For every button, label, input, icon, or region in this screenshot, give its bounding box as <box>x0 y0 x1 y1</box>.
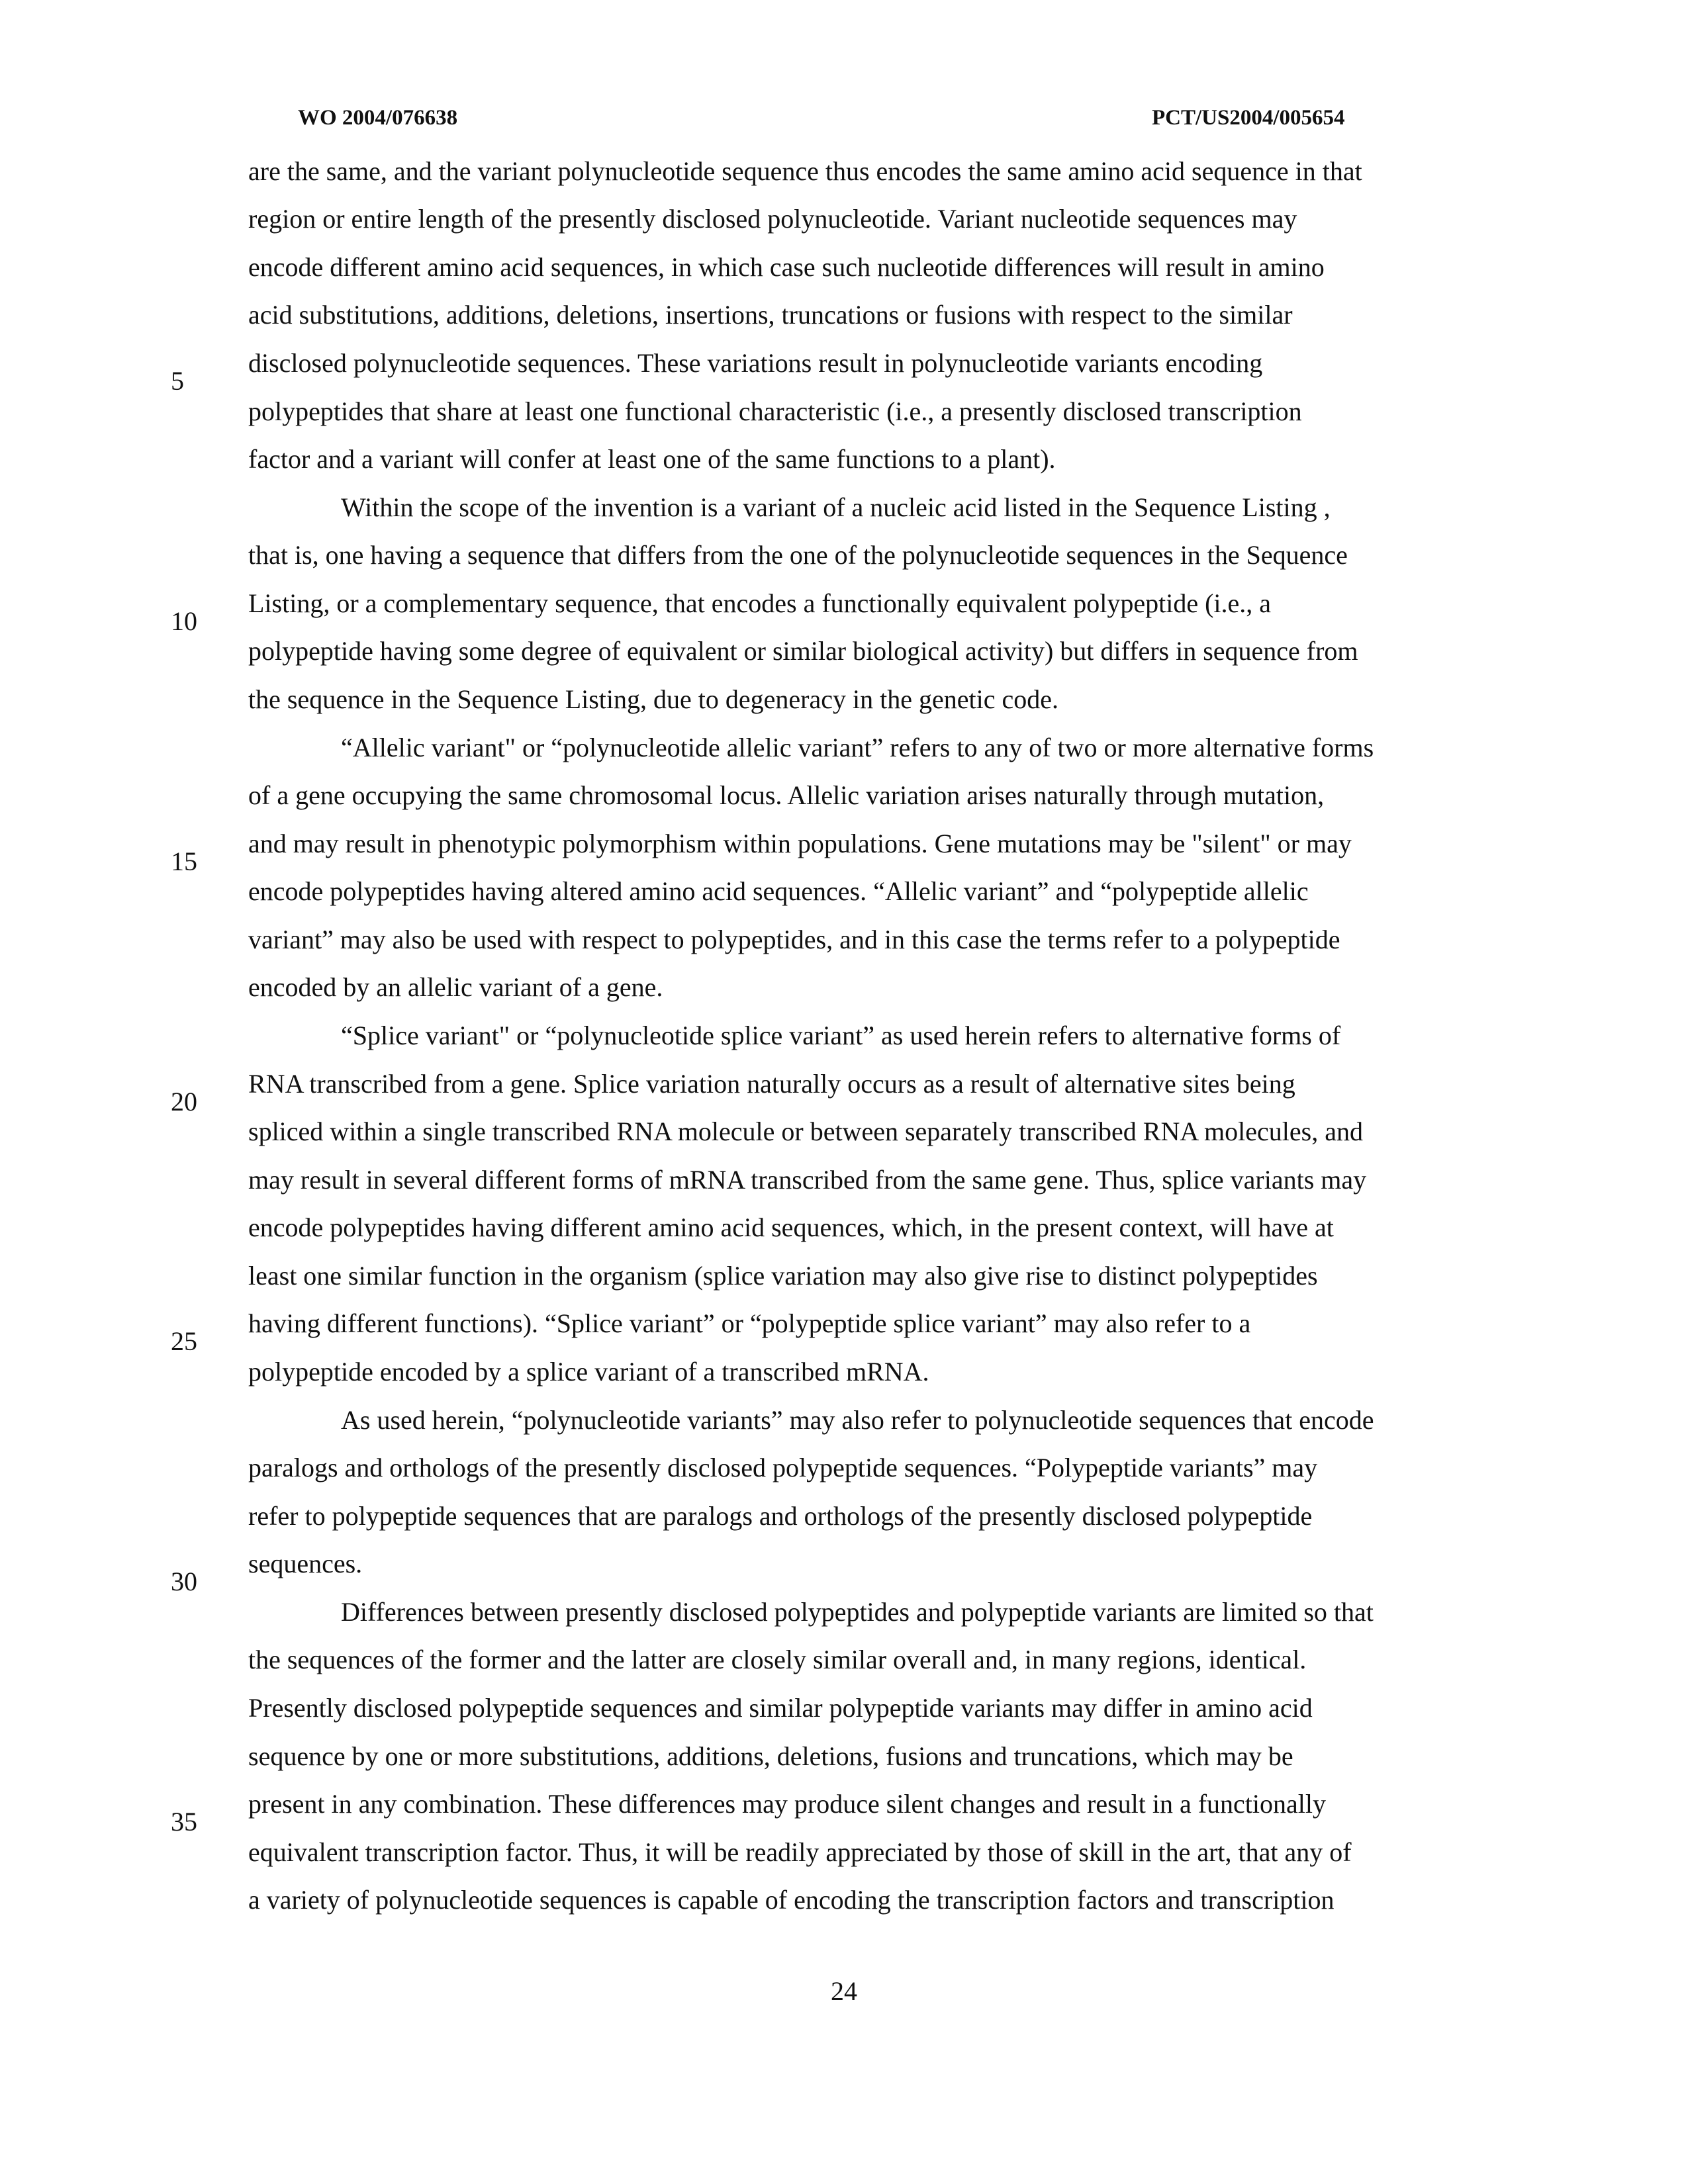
text-line: a variety of polynucleotide sequences is capable of encoding the transcription factors and transcription <box>248 1885 1335 1915</box>
text-line: As used herein, “polynucleotide variants” may also refer to polynucleotide sequences that encode <box>341 1405 1374 1435</box>
text-line: the sequences of the former and the latter are closely similar overall and, in many regions, identical. <box>248 1645 1307 1674</box>
page-number: 24 <box>831 1976 857 2006</box>
text-line: Presently disclosed polypeptide sequences and similar polypeptide variants may differ in amino acid <box>248 1693 1313 1723</box>
text-line: Differences between presently disclosed polypeptides and polypeptide variants are limited so that <box>341 1597 1374 1627</box>
text-line: encode different amino acid sequences, in which case such nucleotide differences will result in amino <box>248 252 1325 282</box>
text-line: the sequence in the Sequence Listing, due to degeneracy in the genetic code. <box>248 684 1058 714</box>
text-line: Listing, or a complementary sequence, that encodes a functionally equivalent polypeptide (i.e., a <box>248 588 1272 618</box>
line-number: 10 <box>171 606 197 636</box>
text-line: “Allelic variant" or “polynucleotide allelic variant” refers to any of two or more alternative forms <box>341 733 1374 762</box>
text-line: are the same, and the variant polynucleotide sequence thus encodes the same amino acid sequence in that <box>248 156 1362 186</box>
text-line: encoded by an allelic variant of a gene. <box>248 972 663 1002</box>
text-line: paralogs and orthologs of the presently disclosed polypeptide sequences. “Polypeptide variants” may <box>248 1453 1318 1482</box>
text-line: RNA transcribed from a gene. Splice variation naturally occurs as a result of alternative sites being <box>248 1069 1295 1099</box>
line-number: 30 <box>171 1567 197 1596</box>
text-line: polypeptide having some degree of equivalent or similar biological activity) but differs in sequence from <box>248 636 1358 666</box>
text-line: “Splice variant" or “polynucleotide splice variant” as used herein refers to alternative forms of <box>341 1021 1341 1050</box>
text-line: variant” may also be used with respect to polypeptides, and in this case the terms refer to a polypeptide <box>248 925 1340 954</box>
text-line: equivalent transcription factor. Thus, it will be readily appreciated by those of skill in the art, that any of <box>248 1837 1352 1867</box>
text-line: factor and a variant will confer at least one of the same functions to a plant). <box>248 444 1056 474</box>
text-line: disclosed polynucleotide sequences. These variations result in polynucleotide variants encoding <box>248 348 1263 378</box>
text-line: of a gene occupying the same chromosomal locus. Allelic variation arises naturally through mutation, <box>248 780 1325 810</box>
text-line: region or entire length of the presently disclosed polynucleotide. Variant nucleotide sequences may <box>248 204 1297 234</box>
text-line: polypeptides that share at least one functional characteristic (i.e., a presently disclosed transcription <box>248 396 1302 426</box>
text-line: that is, one having a sequence that differs from the one of the polynucleotide sequences in the Sequence <box>248 540 1348 570</box>
text-line: Within the scope of the invention is a variant of a nucleic acid listed in the Sequence Listing , <box>341 492 1331 522</box>
text-line: having different functions). “Splice variant” or “polypeptide splice variant” may also refer to a <box>248 1308 1251 1338</box>
text-line: encode polypeptides having altered amino acid sequences. “Allelic variant” and “polypeptide allelic <box>248 876 1309 906</box>
text-line: sequence by one or more substitutions, additions, deletions, fusions and truncations, which may be <box>248 1741 1293 1771</box>
text-line: acid substitutions, additions, deletions, insertions, truncations or fusions with respect to the similar <box>248 300 1293 330</box>
line-number: 5 <box>171 366 184 396</box>
text-line: sequences. <box>248 1549 363 1578</box>
text-line: spliced within a single transcribed RNA molecule or between separately transcribed RNA molecules, and <box>248 1116 1363 1146</box>
application-number: PCT/US2004/005654 <box>1152 106 1345 130</box>
text-line: least one similar function in the organism (splice variation may also give rise to distinct polypeptides <box>248 1261 1318 1291</box>
text-line: may result in several different forms of mRNA transcribed from the same gene. Thus, splice variants may <box>248 1165 1367 1195</box>
text-line: refer to polypeptide sequences that are paralogs and orthologs of the presently disclosed polypeptide <box>248 1501 1313 1531</box>
text-line: and may result in phenotypic polymorphism within populations. Gene mutations may be "silent" or may <box>248 829 1352 858</box>
line-number: 15 <box>171 846 197 876</box>
line-number: 20 <box>171 1087 197 1116</box>
line-number: 25 <box>171 1326 197 1356</box>
text-line: encode polypeptides having different amino acid sequences, which, in the present context, will have at <box>248 1212 1334 1242</box>
text-line: polypeptide encoded by a splice variant of a transcribed mRNA. <box>248 1357 929 1387</box>
publication-number: WO 2004/076638 <box>298 106 458 130</box>
line-number: 35 <box>171 1807 197 1837</box>
text-line: present in any combination. These differences may produce silent changes and result in a functionally <box>248 1789 1327 1819</box>
